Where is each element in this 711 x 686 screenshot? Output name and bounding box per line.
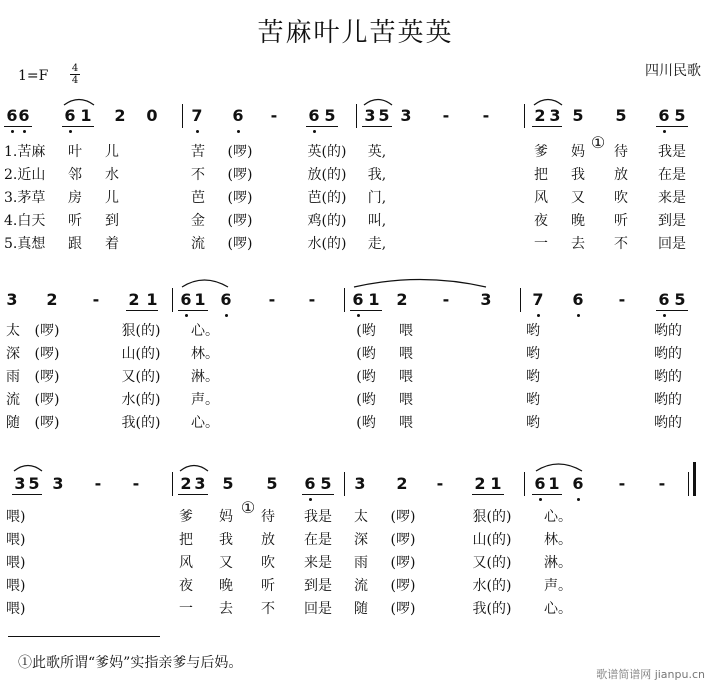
lyric-syllable: 哟的 [654,392,682,408]
lyric-syllable: 回是 [304,601,332,617]
lyric-syllable: 吹 [614,190,628,206]
note: 2 [396,290,408,309]
note: - [658,474,666,493]
lyric-syllable: 英, [367,144,387,160]
lyric-syllable: 我(的) [472,601,512,617]
note: 2 [46,290,58,309]
lyric-syllable: 去 [571,236,585,252]
lyric-syllable: (啰) [34,392,60,408]
beam-underline [302,494,334,495]
barline [524,472,525,496]
lyric-syllable: (哟 [356,346,376,362]
beam-underline [126,310,158,311]
lyric-syllable: 回是 [658,236,686,252]
lyric-syllable: (啰) [34,369,60,385]
lyric-syllable: 邻 [68,167,82,183]
lyric-syllable: 喂) [6,601,26,617]
beam-underline [306,126,338,127]
low-octave-dot [663,130,666,133]
note: 6 [18,106,30,125]
lyric-syllable: 又 [219,555,233,571]
lyric-syllable: 水(的) [121,392,161,408]
lyric-syllable: 到是 [658,213,686,229]
note: 6 [658,106,670,125]
lyric-syllable: (哟 [356,369,376,385]
note: 2 [180,474,192,493]
note: - [268,290,276,309]
slur [178,462,210,472]
note: 3 [549,106,561,125]
note: 5 [674,106,686,125]
slur [62,96,96,106]
note: 6 [304,474,316,493]
lyric-syllable: 我是 [658,144,686,160]
note: 5 [378,106,390,125]
lyric-syllable: 淋。 [544,555,572,571]
barline [344,288,345,312]
lyric-syllable: 风 [179,555,193,571]
lyric-syllable: 5.真想 [4,236,46,252]
lyric-syllable: 随 [354,601,368,617]
note: 7 [532,290,544,309]
slur [178,276,232,288]
note: 2 [534,106,546,125]
lyric-syllable: (啰) [227,167,253,183]
lyric-syllable: 1.苦麻 [4,144,46,160]
slur [12,462,44,472]
low-octave-dot [357,314,360,317]
lyric-syllable: 晚 [219,578,233,594]
lyric-syllable: (啰) [34,323,60,339]
lyric-syllable: 鸡(的) [307,213,347,229]
lyric-syllable: 喂 [399,323,413,339]
lyric-syllable: 狠(的) [472,509,512,525]
footnote-marker: ① [240,498,256,517]
barline [182,104,183,128]
beam-underline [656,310,688,311]
note: - [482,106,490,125]
lyric-syllable: 门, [367,190,387,206]
note: 1 [194,290,206,309]
lyric-syllable: 林。 [191,346,219,362]
lyric-syllable: 到 [105,213,119,229]
lyric-syllable: 声。 [191,392,219,408]
note: 6 [220,290,232,309]
lyric-syllable: (啰) [390,532,416,548]
lyric-syllable: 爹 [179,509,193,525]
note: 5 [324,106,336,125]
lyric-syllable: 流 [354,578,368,594]
lyric-syllable: 心。 [191,323,219,339]
note: 5 [266,474,278,493]
lyric-syllable: 喂) [6,509,26,525]
barline [524,104,525,128]
lyric-syllable: 雨 [6,369,20,385]
lyric-syllable: (啰) [390,555,416,571]
lyric-syllable: 水(的) [472,578,512,594]
lyric-syllable: 苦 [191,144,205,160]
note: 1 [368,290,380,309]
lyric-syllable: 我, [367,167,387,183]
lyric-syllable: (啰) [227,236,253,252]
lyric-syllable: 金 [191,213,205,229]
lyric-syllable: 心。 [544,509,572,525]
beam-underline [12,494,42,495]
note: 7 [191,106,203,125]
note: 3 [354,474,366,493]
key-signature: 1=F [18,68,49,84]
low-octave-dot [577,498,580,501]
lyric-syllable: 房 [68,190,82,206]
note: 6 [534,474,546,493]
song-origin: 四川民歌 [645,63,701,79]
note: 1 [548,474,560,493]
lyric-syllable: 跟 [68,236,82,252]
lyric-syllable: 不 [261,601,275,617]
note: - [132,474,140,493]
lyric-syllable: 叶 [68,144,82,160]
lyric-syllable: (啰) [227,213,253,229]
lyric-syllable: 喂 [399,392,413,408]
note: 1 [80,106,92,125]
final-barline [693,462,696,496]
slur [362,96,394,106]
note: - [442,106,450,125]
lyric-syllable: 到是 [304,578,332,594]
low-octave-dot [577,314,580,317]
lyric-syllable: (啰) [227,144,253,160]
beam-underline [532,126,562,127]
lyric-syllable: 林。 [544,532,572,548]
lyric-syllable: (哟 [356,415,376,431]
note: 3 [480,290,492,309]
footnote-marker: ① [590,133,606,152]
lyric-syllable: 走, [367,236,387,252]
lyric-syllable: 英(的) [307,144,347,160]
lyric-syllable: (啰) [390,509,416,525]
lyric-syllable: 来是 [304,555,332,571]
lyric-syllable: 叫, [367,213,387,229]
lyric-syllable: 哟 [526,346,540,362]
lyric-syllable: 哟 [526,415,540,431]
low-octave-dot [196,130,199,133]
beam-underline [178,310,208,311]
lyric-syllable: 晚 [571,213,585,229]
beam-underline [532,494,562,495]
lyric-syllable: (哟 [356,392,376,408]
lyric-syllable: 芭(的) [307,190,347,206]
lyric-syllable: 着 [105,236,119,252]
low-octave-dot [539,498,542,501]
note: 3 [52,474,64,493]
lyric-syllable: (啰) [390,601,416,617]
lyric-syllable: 喂 [399,369,413,385]
lyric-syllable: 山(的) [472,532,512,548]
lyric-syllable: 我(的) [121,415,161,431]
note: 3 [364,106,376,125]
note: 6 [572,474,584,493]
beam-underline [656,126,688,127]
footnote: ①此歌所谓“爹妈”实指亲爹与后妈。 [18,655,243,671]
lyric-syllable: 哟 [526,323,540,339]
lyric-syllable: 心。 [191,415,219,431]
time-sig-bottom: 4 [71,75,79,86]
low-octave-dot [663,314,666,317]
note: 6 [658,290,670,309]
lyric-syllable: 心。 [544,601,572,617]
lyric-syllable: 哟 [526,392,540,408]
low-octave-dot [237,130,240,133]
low-octave-dot [185,314,188,317]
note: 3 [194,474,206,493]
slur [350,276,490,288]
lyric-syllable: 太 [354,509,368,525]
lyric-syllable: 在是 [304,532,332,548]
lyric-syllable: 儿 [105,144,119,160]
slur [532,460,586,472]
lyric-syllable: 我 [219,532,233,548]
low-octave-dot [537,314,540,317]
lyric-syllable: 山(的) [121,346,161,362]
note: 5 [28,474,40,493]
note: 6 [572,290,584,309]
lyric-syllable: 爹 [534,144,548,160]
lyric-syllable: 喂) [6,532,26,548]
lyric-syllable: 哟的 [654,369,682,385]
footnote-rule [8,636,160,637]
lyric-syllable: 我 [571,167,585,183]
note: 6 [232,106,244,125]
lyric-syllable: (啰) [34,415,60,431]
lyric-syllable: 深 [354,532,368,548]
note: 3 [400,106,412,125]
note: - [92,290,100,309]
lyric-syllable: 又 [571,190,585,206]
lyric-syllable: 哟 [526,369,540,385]
note: 3 [6,290,18,309]
lyric-syllable: 芭 [191,190,205,206]
lyric-syllable: (啰) [227,190,253,206]
low-octave-dot [11,130,14,133]
slur [532,96,564,106]
lyric-syllable: 把 [179,532,193,548]
note: 6 [352,290,364,309]
lyric-syllable: 深 [6,346,20,362]
lyric-syllable: 在是 [658,167,686,183]
lyric-syllable: 又(的) [472,555,512,571]
beam-underline [362,126,392,127]
lyric-syllable: 待 [261,509,275,525]
time-sig-top: 4 [71,63,79,74]
low-octave-dot [69,130,72,133]
lyric-syllable: 儿 [105,190,119,206]
note: 1 [146,290,158,309]
beam-underline [4,126,32,127]
note: 2 [128,290,140,309]
lyric-syllable: 放(的) [307,167,347,183]
lyric-syllable: (啰) [390,578,416,594]
lyric-syllable: 4.白天 [4,213,46,229]
lyric-syllable: 妈 [219,509,233,525]
lyric-syllable: 风 [534,190,548,206]
lyric-syllable: 淋。 [191,369,219,385]
lyric-syllable: 夜 [534,213,548,229]
note: 5 [320,474,332,493]
note: 6 [6,106,18,125]
low-octave-dot [313,130,316,133]
lyric-syllable: 喂 [399,346,413,362]
note: 6 [308,106,320,125]
note: 5 [572,106,584,125]
note: - [270,106,278,125]
note: 5 [615,106,627,125]
lyric-syllable: 流 [191,236,205,252]
note: 5 [674,290,686,309]
beam-underline [178,494,208,495]
lyric-syllable: 又(的) [121,369,161,385]
lyric-syllable: 雨 [354,555,368,571]
lyric-syllable: 2.近山 [4,167,46,183]
lyric-syllable: 夜 [179,578,193,594]
low-octave-dot [309,498,312,501]
time-signature [70,64,80,85]
note: - [618,290,626,309]
note: - [308,290,316,309]
low-octave-dot [23,130,26,133]
lyric-syllable: 去 [219,601,233,617]
lyric-syllable: 狠(的) [121,323,161,339]
lyric-syllable: 放 [261,532,275,548]
lyric-syllable: 我是 [304,509,332,525]
low-octave-dot [225,314,228,317]
lyric-syllable: 随 [6,415,20,431]
note: 2 [396,474,408,493]
lyric-syllable: (哟 [356,323,376,339]
lyric-syllable: 流 [6,392,20,408]
note: - [94,474,102,493]
note: - [436,474,444,493]
barline [344,472,345,496]
lyric-syllable: 太 [6,323,20,339]
beam-underline [472,494,504,495]
note: 3 [14,474,26,493]
note: 1 [490,474,502,493]
lyric-syllable: 一 [179,601,193,617]
lyric-syllable: 不 [614,236,628,252]
lyric-syllable: 不 [191,167,205,183]
note: 0 [146,106,158,125]
lyric-syllable: 水 [105,167,119,183]
lyric-syllable: 哟的 [654,415,682,431]
lyric-syllable: 把 [534,167,548,183]
lyric-syllable: 水(的) [307,236,347,252]
barline [172,288,173,312]
lyric-syllable: 喂 [399,415,413,431]
note: 2 [474,474,486,493]
lyric-syllable: 来是 [658,190,686,206]
final-barline [688,472,689,496]
barline [520,288,521,312]
note: - [442,290,450,309]
lyric-syllable: 放 [614,167,628,183]
beam-underline [350,310,382,311]
note: 5 [222,474,234,493]
lyric-syllable: 声。 [544,578,572,594]
lyric-syllable: 哟的 [654,346,682,362]
lyric-syllable: 妈 [571,144,585,160]
lyric-syllable: 待 [614,144,628,160]
song-title: 苦麻叶儿苦英英 [257,18,454,48]
note: 6 [180,290,192,309]
lyric-syllable: 听 [68,213,82,229]
lyric-syllable: 喂) [6,555,26,571]
lyric-syllable: 听 [261,578,275,594]
lyric-syllable: (啰) [34,346,60,362]
barline [356,104,357,128]
lyric-syllable: 喂) [6,578,26,594]
lyric-syllable: 3.茅草 [4,190,46,206]
lyric-syllable: 一 [534,236,548,252]
lyric-syllable: 听 [614,213,628,229]
lyric-syllable: 吹 [261,555,275,571]
note: 6 [64,106,76,125]
watermark: 歌谱简谱网 jianpu.cn [596,668,705,681]
note: - [618,474,626,493]
lyric-syllable: 哟的 [654,323,682,339]
note: 2 [114,106,126,125]
barline [172,472,173,496]
beam-underline [62,126,94,127]
